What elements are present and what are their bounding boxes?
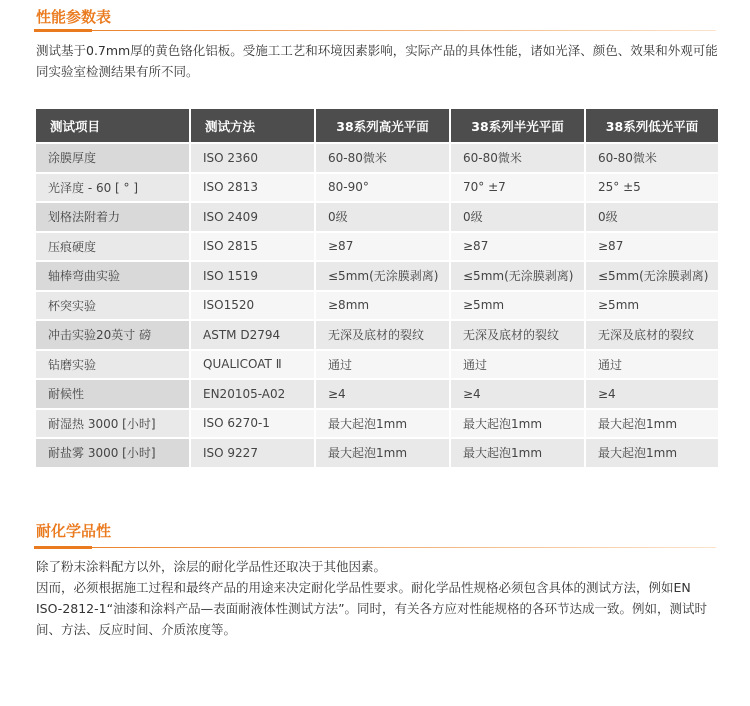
- cell-high-gloss: 0级: [316, 201, 451, 231]
- cell-low-gloss: 通过: [586, 349, 718, 379]
- table-row: [36, 437, 718, 467]
- cell-test-method: ASTM D2794: [191, 319, 316, 349]
- cell-test-item: 轴棒弯曲实验: [36, 260, 191, 290]
- table-row: [36, 378, 718, 408]
- cell-test-item: 涂膜厚度: [36, 142, 191, 172]
- cell-test-item: 耐湿热 3000 [小时]: [36, 408, 191, 438]
- table-row: [36, 231, 718, 261]
- header-high-gloss: 38系列高光平面: [316, 109, 451, 142]
- cell-high-gloss: ≥4: [316, 378, 451, 408]
- cell-semi-gloss: 最大起泡1mm: [451, 408, 586, 438]
- cell-high-gloss: ≥8mm: [316, 290, 451, 320]
- cell-high-gloss: 最大起泡1mm: [316, 437, 451, 467]
- cell-test-item: 压痕硬度: [36, 231, 191, 261]
- cell-semi-gloss: 通过: [451, 349, 586, 379]
- performance-intro-text: 测试基于0.7mm厚的黄色铬化铝板。受施工工艺和环境因素影响，实际产品的具体性能，诸如光泽、颜色、效果和外观可能同实验室检测结果有所不同。: [36, 43, 718, 79]
- cell-test-item: 钻磨实验: [36, 349, 191, 379]
- cell-test-method: EN20105-A02: [191, 378, 316, 408]
- cell-semi-gloss: 0级: [451, 201, 586, 231]
- cell-high-gloss: ≤5mm(无涂膜剥离): [316, 260, 451, 290]
- cell-low-gloss: 25° ±5: [586, 172, 718, 202]
- performance-title-rule: [34, 30, 716, 31]
- cell-test-item: 冲击实验20英寸 磅: [36, 319, 191, 349]
- chemical-line-1: 除了粉末涂料配方以外，涂层的耐化学品性还取决于其他因素。: [36, 559, 387, 574]
- cell-test-method: ISO 2360: [191, 142, 316, 172]
- table-row: [36, 408, 718, 438]
- cell-low-gloss: 0级: [586, 201, 718, 231]
- cell-high-gloss: 60-80微米: [316, 142, 451, 172]
- table-row: [36, 142, 718, 172]
- table-row: [36, 172, 718, 202]
- cell-semi-gloss: ≤5mm(无涂膜剥离): [451, 260, 586, 290]
- chemical-text: [36, 556, 720, 640]
- cell-low-gloss: 最大起泡1mm: [586, 408, 718, 438]
- cell-test-method: QUALICOAT Ⅱ: [191, 349, 316, 379]
- cell-test-method: ISO 6270-1: [191, 408, 316, 438]
- chemical-line-2: 因而，必须根据施工过程和最终产品的用途来决定耐化学品性要求。耐化学品性规格必须包含具体的测试方法，例如EN ISO-2812-1“油漆和涂料产品—表面耐液体性测试方法”。同时，有关各方应对性能规格的各环节达成一致。例如，测试时间、方法、反应时间、介质浓度等。: [36, 580, 708, 637]
- cell-semi-gloss: ≥87: [451, 231, 586, 261]
- table-row: [36, 201, 718, 231]
- cell-high-gloss: 通过: [316, 349, 451, 379]
- performance-intro: [36, 40, 720, 82]
- table-row: [36, 260, 718, 290]
- cell-test-method: ISO 2409: [191, 201, 316, 231]
- cell-high-gloss: 最大起泡1mm: [316, 408, 451, 438]
- performance-title: 性能参数表: [36, 8, 112, 26]
- cell-test-method: ISO1520: [191, 290, 316, 320]
- cell-low-gloss: 无深及底材的裂纹: [586, 319, 718, 349]
- chemical-title-rule: [34, 547, 716, 548]
- cell-semi-gloss: 最大起泡1mm: [451, 437, 586, 467]
- cell-low-gloss: 最大起泡1mm: [586, 437, 718, 467]
- cell-low-gloss: ≥5mm: [586, 290, 718, 320]
- header-test-item: 测试项目: [36, 109, 191, 142]
- cell-low-gloss: ≥4: [586, 378, 718, 408]
- cell-low-gloss: ≥87: [586, 231, 718, 261]
- cell-low-gloss: 60-80微米: [586, 142, 718, 172]
- cell-test-item: 耐盐雾 3000 [小时]: [36, 437, 191, 467]
- cell-high-gloss: 80-90°: [316, 172, 451, 202]
- header-test-method: 测试方法: [191, 109, 316, 142]
- cell-semi-gloss: ≥4: [451, 378, 586, 408]
- table-row: [36, 319, 718, 349]
- cell-test-item: 杯突实验: [36, 290, 191, 320]
- cell-test-method: ISO 1519: [191, 260, 316, 290]
- cell-test-item: 划格法附着力: [36, 201, 191, 231]
- table-row: [36, 349, 718, 379]
- cell-semi-gloss: 60-80微米: [451, 142, 586, 172]
- table-row: [36, 290, 718, 320]
- cell-high-gloss: 无深及底材的裂纹: [316, 319, 451, 349]
- header-low-gloss: 38系列低光平面: [586, 109, 718, 142]
- cell-semi-gloss: 无深及底材的裂纹: [451, 319, 586, 349]
- cell-low-gloss: ≤5mm(无涂膜剥离): [586, 260, 718, 290]
- cell-semi-gloss: ≥5mm: [451, 290, 586, 320]
- cell-semi-gloss: 70° ±7: [451, 172, 586, 202]
- cell-test-method: ISO 9227: [191, 437, 316, 467]
- cell-test-item: 耐候性: [36, 378, 191, 408]
- cell-high-gloss: ≥87: [316, 231, 451, 261]
- cell-test-method: ISO 2813: [191, 172, 316, 202]
- cell-test-item: 光泽度 - 60 [ ° ]: [36, 172, 191, 202]
- performance-table: [36, 109, 718, 467]
- cell-test-method: ISO 2815: [191, 231, 316, 261]
- header-semi-gloss: 38系列半光平面: [451, 109, 586, 142]
- table-header-row: [36, 109, 718, 142]
- chemical-title: 耐化学品性: [36, 522, 112, 540]
